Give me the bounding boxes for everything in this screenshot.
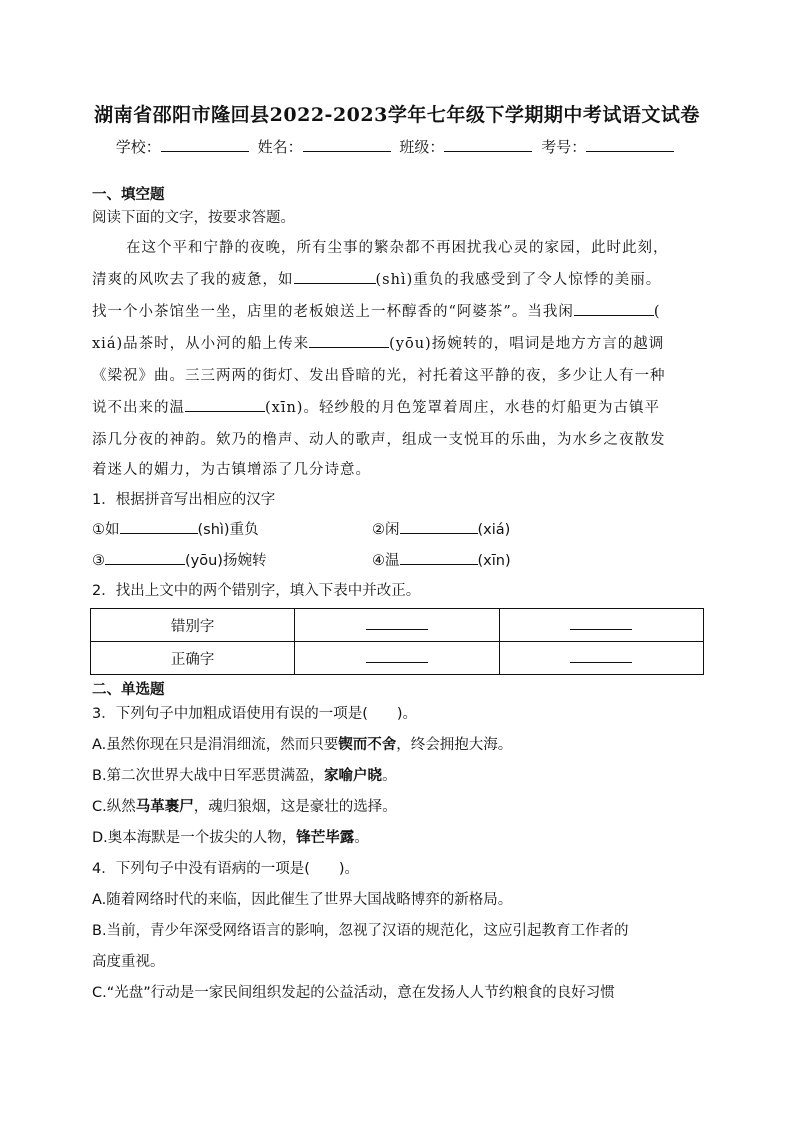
table-header-wrong: 错别字 bbox=[91, 609, 295, 642]
q1-item-2: ②闲 (xiá) bbox=[372, 522, 511, 538]
passage-blank-1 bbox=[294, 270, 376, 284]
name-blank[interactable] bbox=[303, 137, 391, 152]
instruction: 阅读下面的文字，按要求答题。 bbox=[92, 210, 295, 226]
passage-line-8: 着迷人的媚力，为古镇增添了几分诗意。 bbox=[92, 462, 371, 478]
q3-option-d[interactable]: D.奥本海默是一个拔尖的人物，锋芒毕露。 bbox=[92, 830, 369, 846]
number-label: 考号： bbox=[541, 138, 587, 156]
passage-line-3: 找一个小茶馆坐一坐，店里的老板娘送上一杯醇香的“阿婆茶”。当我闲 ( bbox=[92, 304, 661, 320]
passage-blank-4 bbox=[185, 398, 265, 412]
number-blank[interactable] bbox=[586, 137, 674, 152]
school-label: 学校： bbox=[115, 138, 161, 156]
q4-option-c[interactable]: C.“光盘”行动是一家民间组织发起的公益活动，意在发扬人人节约粮食的良好习惯 bbox=[92, 985, 615, 1001]
table-row bbox=[91, 609, 704, 642]
q1-item-1: ①如 (shì)重负 bbox=[92, 522, 259, 538]
question-4-stem: 4．下列句子中没有语病的一项是( )。 bbox=[92, 861, 360, 877]
q1-answer-blank-4[interactable] bbox=[400, 551, 478, 565]
table-cell[interactable] bbox=[499, 609, 703, 642]
class-blank[interactable] bbox=[444, 137, 532, 152]
passage-line-6: 说不出来的温 (xīn)。轻纱般的月色笼罩着周庄，水巷的灯船更为古镇平 bbox=[92, 400, 660, 416]
q3-option-c[interactable]: C.纵然马革裹尸，魂归狼烟，这是豪壮的选择。 bbox=[92, 799, 397, 815]
section-heading-fill: 一、填空题 bbox=[92, 187, 165, 203]
question-2-stem: 2．找出上文中的两个错别字，填入下表中并改正。 bbox=[92, 583, 421, 599]
student-info-line bbox=[0, 136, 794, 157]
school-blank[interactable] bbox=[161, 137, 249, 152]
q1-item-4: ④温 (xīn) bbox=[372, 553, 511, 569]
table-header-correct: 正确字 bbox=[91, 642, 295, 675]
passage-blank-3 bbox=[309, 334, 389, 348]
q4-option-b-cont: 高度重视。 bbox=[92, 954, 165, 970]
table-row bbox=[91, 642, 704, 675]
q4-option-b[interactable]: B.当前，青少年深受网络语言的影响，忽视了汉语的规范化，这应引起教育工作者的 bbox=[92, 923, 629, 939]
class-label: 班级： bbox=[399, 138, 445, 156]
q4-option-a[interactable]: A.随着网络时代的来临，因此催生了世界大国战略博弈的新格局。 bbox=[92, 892, 513, 908]
question-1-stem: 1．根据拼音写出相应的汉字 bbox=[92, 492, 276, 508]
section-heading-choice: 二、单选题 bbox=[92, 682, 165, 698]
table-cell[interactable] bbox=[499, 642, 703, 675]
q1-answer-blank-3[interactable] bbox=[105, 551, 185, 565]
passage-line-1: 在这个平和宁静的夜晚，所有尘事的繁杂都不再困扰我心灵的家园，此时此刻， bbox=[126, 240, 669, 256]
table-cell[interactable] bbox=[295, 642, 499, 675]
q3-option-a[interactable]: A.虽然你现在只是涓涓细流，然而只要锲而不舍，终会拥抱大海。 bbox=[92, 737, 513, 753]
passage-line-7: 添几分夜的神韵。欸乃的橹声、动人的歌声，组成一支悦耳的乐曲，为水乡之夜散发 bbox=[92, 432, 666, 448]
q1-item-3: ③ (yōu)扬婉转 bbox=[92, 553, 267, 569]
passage-line-5: 《梁祝》曲。三三两两的街灯、发出昏暗的光，衬托着这平静的夜，多少让人有一种 bbox=[92, 368, 666, 384]
q1-answer-blank-2[interactable] bbox=[400, 520, 478, 534]
q1-answer-blank-1[interactable] bbox=[120, 520, 198, 534]
passage-line-4: xiá)品茶时，从小河的船上传来 (yōu)扬婉转的，唱词是地方方言的越调 bbox=[92, 336, 665, 352]
exam-title: 湖南省邵阳市隆回县2022-2023学年七年级下学期期中考试语文试卷 bbox=[94, 104, 700, 126]
q3-option-b[interactable]: B.第二次世界大战中日军恶贯满盈，家喻户晓。 bbox=[92, 768, 397, 784]
passage-line-2: 清爽的风吹去了我的疲惫，如 (shì)重负的我感受到了令人惊悸的美丽。 bbox=[92, 272, 662, 288]
passage-blank-2 bbox=[574, 302, 654, 316]
question-3-stem: 3．下列句子中加粗成语使用有误的一项是( )。 bbox=[92, 706, 418, 722]
name-label: 姓名： bbox=[257, 138, 303, 156]
correction-table bbox=[90, 608, 704, 675]
table-cell[interactable] bbox=[295, 609, 499, 642]
